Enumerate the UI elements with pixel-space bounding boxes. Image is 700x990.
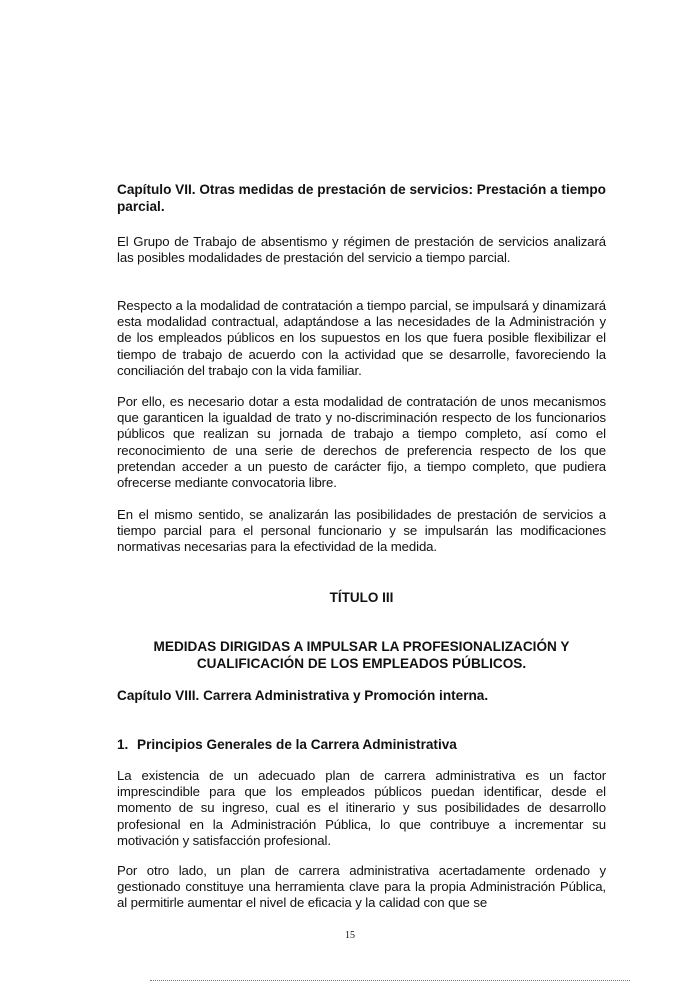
chapter-7-heading: Capítulo VII. Otras medidas de prestación de servicios: Prestación a tiempo parcial. (117, 182, 606, 214)
chapter-8-heading-block (117, 688, 606, 705)
chapter-8-heading: Capítulo VIII. Carrera Administrativa y Promoción interna. (117, 688, 489, 703)
chapter-7-paragraph-1-block (117, 234, 606, 266)
chapter-7-paragraph-4: En el mismo sentido, se analizarán las posibilidades de prestación de servicios a tiempo parcial para el personal funcionario y se impulsarán las modificaciones normativas necesarias para la efectividad de la medida. (117, 507, 606, 555)
medidas-heading-line-2: CUALIFICACIÓN DE LOS EMPLEADOS PÚBLICOS. (196, 656, 527, 671)
medidas-heading-line-1: MEDIDAS DIRIGIDAS A IMPULSAR LA PROFESIONALIZACIÓN Y (153, 639, 570, 654)
medidas-heading (117, 638, 606, 672)
chapter-7-heading-block (117, 182, 606, 215)
chapter-8-paragraph-2-block (117, 863, 606, 912)
chapter-7-paragraph-4-block (117, 507, 606, 556)
section-1-title: Principios Generales de la Carrera Administrativa (137, 737, 457, 752)
chapter-7-paragraph-3-block (117, 394, 606, 491)
chapter-7-paragraph-2-block (117, 298, 606, 379)
section-1-heading (117, 736, 606, 754)
titulo-heading: TÍTULO III (329, 590, 394, 605)
section-1-number: 1. (117, 737, 129, 752)
chapter-7-paragraph-3: Por ello, es necesario dotar a esta modalidad de contratación de unos mecanismos que garanticen la igualdad de trato y no-discriminación respecto de los funcionarios públicos que realizan su jornada de trabajo a tiempo completo, así como el reconocimiento de una serie de derechos de preferencia respecto de los que pretendan acceder a un puesto de carácter fijo, a tiempo completo, que pudiera ofrecerse mediante convocatoria libre. (117, 394, 606, 491)
chapter-7-paragraph-1: El Grupo de Trabajo de absentismo y régimen de prestación de servicios analizará las posibles modalidades de prestación del servicio a tiempo parcial. (117, 234, 606, 266)
chapter-7-paragraph-2: Respecto a la modalidad de contratación a tiempo parcial, se impulsará y dinamizará esta modalidad contractual, adaptándose a las necesidades de la Administración y de los empleados públicos en los supuestos en los que fuera posible flexibilizar el tiempo de trabajo de acuerdo con la actividad que se desarrolle, favoreciendo la conciliación del trabajo con la vida familiar. (117, 298, 606, 378)
chapter-8-paragraph-1-block (117, 768, 606, 849)
footer-dotted-line (150, 980, 630, 981)
page-number: 15 (345, 930, 355, 941)
chapter-8-paragraph-2: Por otro lado, un plan de carrera administrativa acertadamente ordenado y gestionado constituye una herramienta clave para la propia Administración Pública, al permitirle aumentar el nivel de eficacia y la calidad con que se (117, 863, 606, 911)
chapter-8-paragraph-1: La existencia de un adecuado plan de carrera administrativa es un factor imprescindible para que los empleados públicos puedan identificar, desde el momento de su ingreso, cual es el itinerario y sus posibilidades de desarrollo profesional en la Administración Pública, lo que contribuye a incrementar su motivación y satisfacción profesional. (117, 768, 606, 848)
